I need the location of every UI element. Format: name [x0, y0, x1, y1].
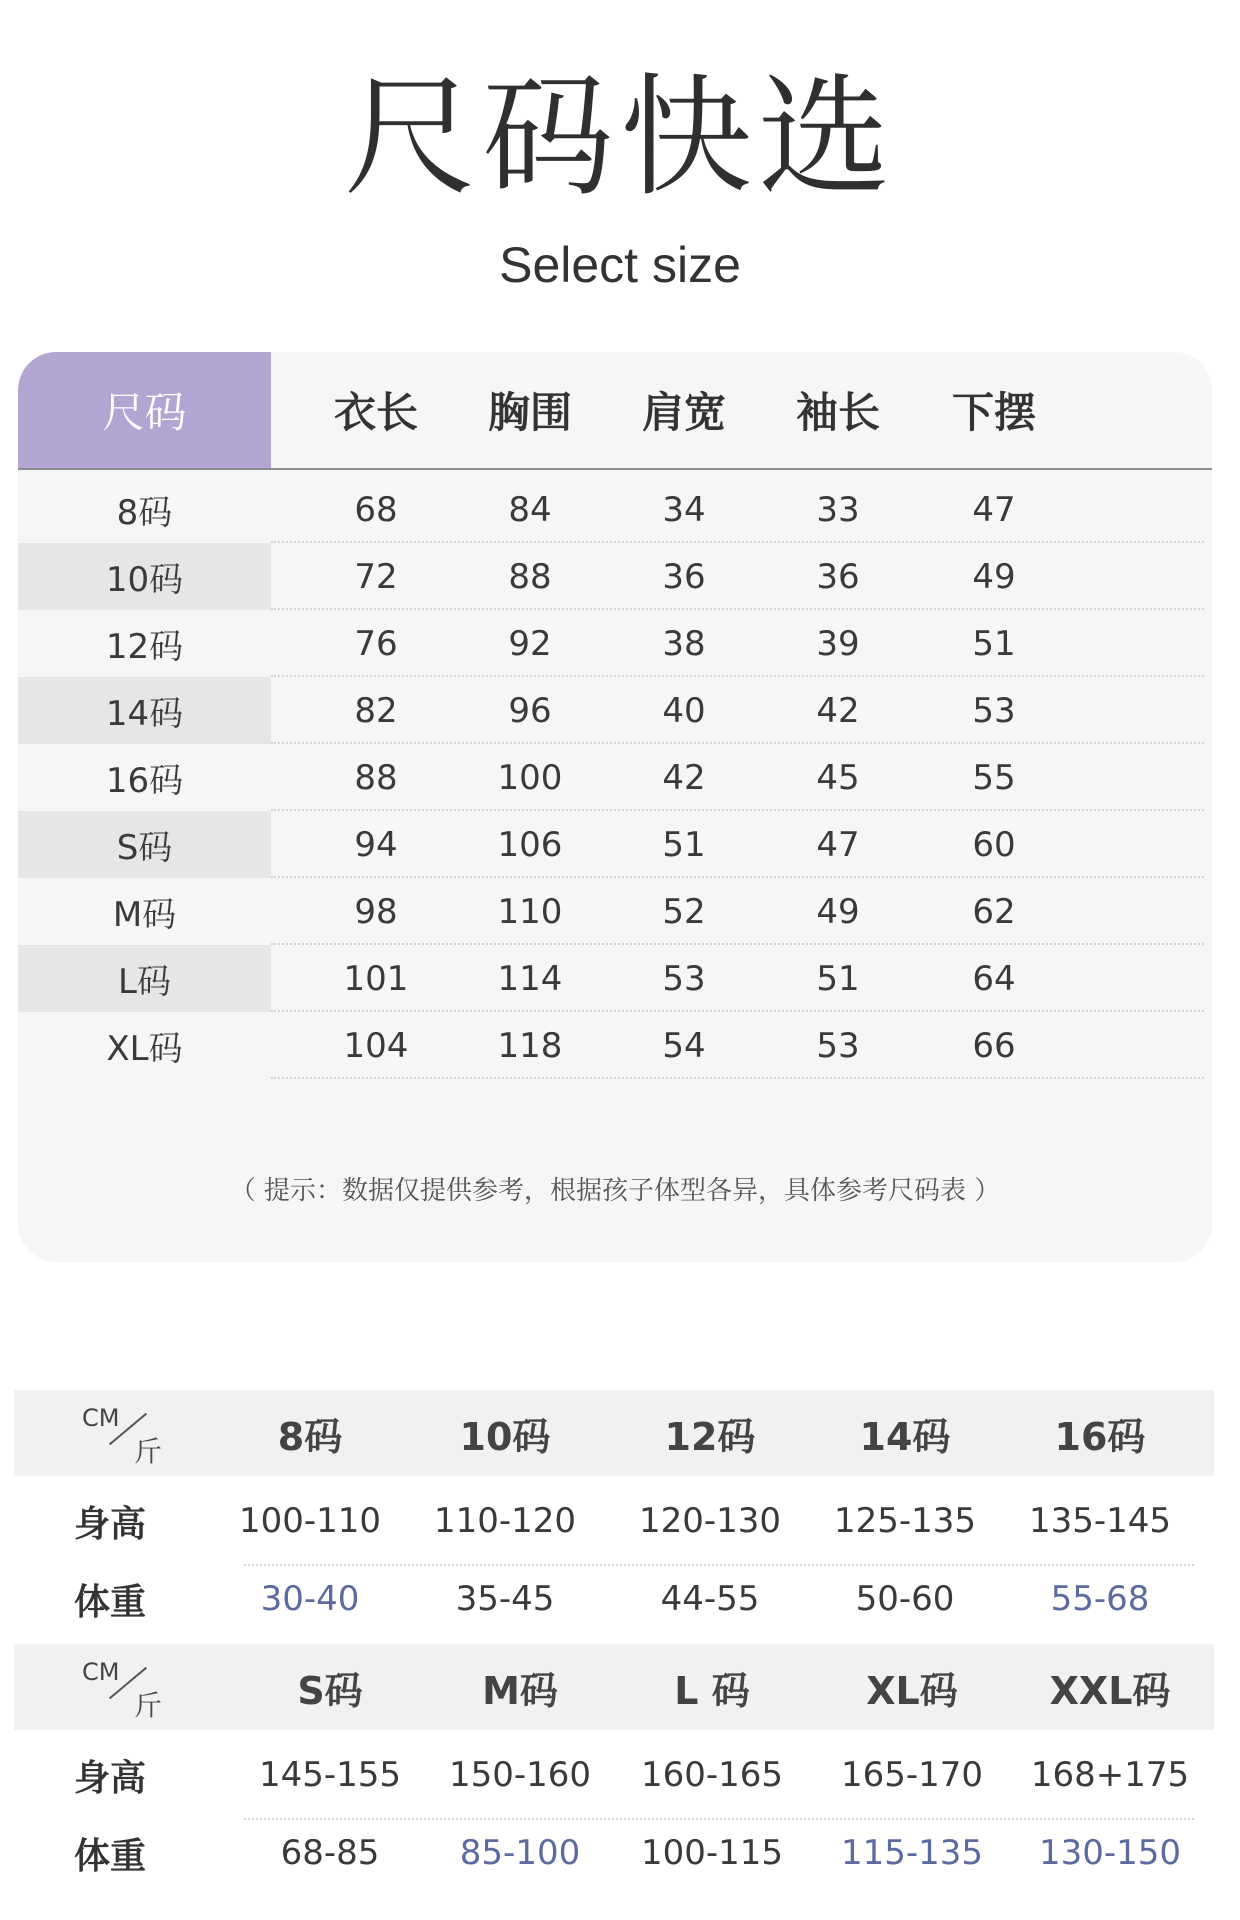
table-cell: 39 [816, 623, 860, 664]
table-cell: 45 [816, 757, 860, 798]
weight-value: 55-68 [1050, 1579, 1150, 1619]
row-size-label: 16码 [105, 761, 184, 801]
table-cell: 47 [972, 489, 1016, 530]
table-cell: 92 [508, 623, 552, 664]
row-size-label: L码 [18, 945, 271, 1012]
table-cell: 38 [662, 623, 706, 664]
height-value: 165-170 [840, 1755, 984, 1795]
table-cell: 42 [816, 690, 860, 731]
table-row [18, 878, 1212, 945]
height-weight-header [14, 1390, 1214, 1476]
table-cell: 88 [508, 556, 552, 597]
header-chest: 胸围 [487, 388, 572, 437]
header-shoulder: 肩宽 [641, 388, 726, 437]
table-cell: 68 [354, 489, 398, 530]
weight-value: 30-40 [260, 1579, 360, 1619]
table-cell: 72 [354, 556, 398, 597]
weight-value: 44-55 [660, 1579, 760, 1619]
table-cell: 42 [662, 757, 706, 798]
weight-value: 100-115 [640, 1833, 784, 1873]
size-chart-note: （ 提示：数据仅提供参考，根据孩子体型各异，具体参考尺码表 ） [229, 1176, 1001, 1206]
table-cell: 62 [972, 891, 1016, 932]
unit-cm: CM [82, 1404, 120, 1432]
table-cell: 76 [354, 623, 398, 664]
unit-label [82, 1390, 202, 1476]
row-size-label: S码 [18, 811, 271, 878]
table-cell: 118 [497, 1025, 563, 1066]
size-column-header: XXL码 [1049, 1668, 1171, 1713]
page-title: 尺码快选 [344, 61, 896, 215]
table-cell: 33 [816, 489, 860, 530]
table-row [18, 610, 1212, 677]
size-column-header: XL码 [866, 1668, 958, 1713]
size-column-header: 12码 [664, 1414, 756, 1459]
unit-jin: 斤 [134, 1689, 163, 1722]
size-column-header: 8码 [277, 1414, 343, 1459]
table-cell: 94 [354, 824, 398, 865]
height-value: 125-135 [833, 1501, 977, 1541]
table-cell: 100 [497, 757, 563, 798]
unit-jin: 斤 [134, 1435, 163, 1468]
weight-label: 体重 [74, 1835, 147, 1877]
size-chart-header [18, 352, 1212, 470]
table-cell: 98 [354, 891, 398, 932]
table-row [18, 945, 1212, 1012]
height-value: 145-155 [258, 1755, 402, 1795]
weight-value: 85-100 [459, 1833, 581, 1873]
header-sleeve: 袖长 [795, 388, 880, 437]
size-column-header: 16码 [1054, 1414, 1146, 1459]
table-row [18, 543, 1212, 610]
row-size-label: M码 [112, 895, 177, 935]
height-value: 120-130 [638, 1501, 782, 1541]
row-size-label: 8码 [116, 493, 173, 533]
unit-cm: CM [82, 1658, 120, 1686]
header-hem: 下摆 [951, 388, 1036, 437]
table-cell: 55 [972, 757, 1016, 798]
table-cell: 51 [662, 824, 706, 865]
table-row [18, 677, 1212, 744]
row-size-label: 14码 [18, 677, 271, 744]
table-cell: 106 [497, 824, 563, 865]
weight-value: 50-60 [855, 1579, 955, 1619]
weight-value: 68-85 [280, 1833, 380, 1873]
size-column-header: S码 [297, 1668, 363, 1713]
table-cell: 51 [972, 623, 1016, 664]
height-value: 135-145 [1028, 1501, 1172, 1541]
table-cell: 47 [816, 824, 860, 865]
unit-label [82, 1644, 202, 1730]
table-cell: 51 [816, 958, 860, 999]
table-cell: 82 [354, 690, 398, 731]
table-cell: 114 [497, 958, 563, 999]
table-cell: 53 [816, 1025, 860, 1066]
table-cell: 52 [662, 891, 706, 932]
height-value: 160-165 [640, 1755, 784, 1795]
table-cell: 104 [343, 1025, 409, 1066]
height-label: 身高 [74, 1503, 147, 1545]
table-cell: 110 [497, 891, 563, 932]
height-value: 150-160 [448, 1755, 592, 1795]
table-cell: 34 [662, 489, 706, 530]
height-value: 100-110 [238, 1501, 382, 1541]
table-cell: 36 [816, 556, 860, 597]
table-cell: 96 [508, 690, 552, 731]
row-divider [271, 1077, 1204, 1079]
page-subtitle: Select size [499, 237, 741, 293]
table-cell: 88 [354, 757, 398, 798]
table-cell: 49 [816, 891, 860, 932]
weight-value: 115-135 [840, 1833, 984, 1873]
header-size: 尺码 [18, 352, 271, 468]
height-value: 110-120 [433, 1501, 577, 1541]
row-size-label: 12码 [105, 627, 184, 667]
weight-value: 130-150 [1038, 1833, 1182, 1873]
table-cell: 64 [972, 958, 1016, 999]
table-cell: 54 [662, 1025, 706, 1066]
weight-label: 体重 [74, 1581, 147, 1623]
height-weight-header [14, 1644, 1214, 1730]
table-cell: 101 [343, 958, 409, 999]
table-row [18, 1012, 1212, 1079]
table-cell: 49 [972, 556, 1016, 597]
table-cell: 40 [662, 690, 706, 731]
height-value: 168+175 [1030, 1755, 1190, 1795]
table-cell: 66 [972, 1025, 1016, 1066]
height-label: 身高 [74, 1757, 147, 1799]
table-cell: 84 [508, 489, 552, 530]
size-column-header: 10码 [459, 1414, 551, 1459]
table-cell: 53 [662, 958, 706, 999]
table-row [18, 811, 1212, 878]
size-column-header: 14码 [859, 1414, 951, 1459]
table-row [18, 744, 1212, 811]
table-row [18, 476, 1212, 543]
row-size-label: XL码 [106, 1029, 183, 1069]
table-cell: 36 [662, 556, 706, 597]
table-cell: 60 [972, 824, 1016, 865]
weight-value: 35-45 [455, 1579, 555, 1619]
row-size-label: 10码 [18, 543, 271, 610]
size-column-header: M码 [482, 1668, 558, 1713]
size-chart-card [18, 352, 1212, 1262]
size-column-header: L 码 [674, 1668, 750, 1713]
table-cell: 53 [972, 690, 1016, 731]
header-length: 衣长 [333, 388, 418, 437]
